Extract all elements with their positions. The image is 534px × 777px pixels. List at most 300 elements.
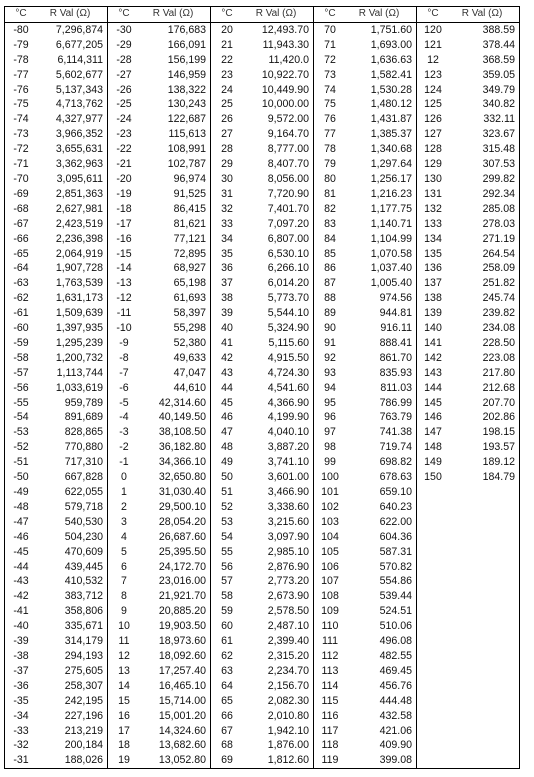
temp-cell: 45: [211, 396, 244, 411]
rval-cell: 717,310: [37, 455, 108, 470]
temp-cell: [417, 664, 450, 679]
rval-cell: 510.06: [346, 619, 417, 634]
rval-cell: 2,487.10: [243, 619, 314, 634]
rval-cell: 9,572.00: [243, 112, 314, 127]
rval-cell: [449, 619, 520, 634]
rval-cell: 1,876.00: [243, 738, 314, 753]
rval-cell: 5,544.10: [243, 306, 314, 321]
rval-cell: 1,113,744: [37, 366, 108, 381]
temp-cell: 25: [211, 97, 244, 112]
rval-cell: 1,295,239: [37, 336, 108, 351]
temp-cell: -23: [108, 127, 141, 142]
temp-cell: -20: [108, 172, 141, 187]
rval-cell: 1,530.28: [346, 83, 417, 98]
rval-cell: 378.44: [449, 38, 520, 53]
rval-cell: 19,903.50: [140, 619, 211, 634]
temp-cell: 129: [417, 157, 450, 172]
temp-cell: [417, 649, 450, 664]
temp-cell: -46: [5, 530, 38, 545]
rval-cell: 81,621: [140, 217, 211, 232]
temp-cell: -67: [5, 217, 38, 232]
temp-cell: -65: [5, 247, 38, 262]
temp-cell: 41: [211, 336, 244, 351]
table-row: [5, 455, 520, 470]
rval-cell: 96,974: [140, 172, 211, 187]
rval-cell: 12,493.70: [243, 22, 314, 37]
rval-cell: [449, 664, 520, 679]
temp-cell: -66: [5, 232, 38, 247]
rval-cell: 58,397: [140, 306, 211, 321]
rval-cell: 332.11: [449, 112, 520, 127]
temp-cell: 98: [314, 440, 347, 455]
table-row: [5, 261, 520, 276]
rval-cell: 207.70: [449, 396, 520, 411]
table-row: [5, 470, 520, 485]
rval-cell: 6,530.10: [243, 247, 314, 262]
temp-cell: 79: [314, 157, 347, 172]
temp-cell: -59: [5, 336, 38, 351]
rval-cell: 1,636.63: [346, 53, 417, 68]
rval-cell: 156,199: [140, 53, 211, 68]
temp-cell: -51: [5, 455, 38, 470]
temp-cell: -78: [5, 53, 38, 68]
temp-cell: 128: [417, 142, 450, 157]
table-row: [5, 560, 520, 575]
temp-cell: [417, 500, 450, 515]
rval-cell: 275,605: [37, 664, 108, 679]
temp-cell: 59: [211, 604, 244, 619]
temp-cell: 106: [314, 560, 347, 575]
temp-cell: 57: [211, 574, 244, 589]
temp-cell: -42: [5, 589, 38, 604]
rval-cell: 108,991: [140, 142, 211, 157]
rval-cell: 1,033,619: [37, 381, 108, 396]
table-row: [5, 381, 520, 396]
temp-cell: 125: [417, 97, 450, 112]
rval-cell: 242,195: [37, 694, 108, 709]
temp-cell: 4: [108, 530, 141, 545]
rval-cell: 2,064,919: [37, 247, 108, 262]
temp-cell: -24: [108, 112, 141, 127]
temp-cell: [417, 560, 450, 575]
temp-cell: 118: [314, 738, 347, 753]
temp-cell: 80: [314, 172, 347, 187]
temp-cell: 62: [211, 649, 244, 664]
rval-cell: 3,215.60: [243, 515, 314, 530]
rval-cell: 188,026: [37, 753, 108, 768]
table-row: [5, 679, 520, 694]
rval-cell: 2,236,398: [37, 232, 108, 247]
temp-cell: -7: [108, 366, 141, 381]
rval-cell: 8,777.00: [243, 142, 314, 157]
rval-cell: 138,322: [140, 83, 211, 98]
temp-cell: 107: [314, 574, 347, 589]
table-row: [5, 753, 520, 768]
rval-cell: 659.10: [346, 485, 417, 500]
temp-cell: 58: [211, 589, 244, 604]
temp-cell: -71: [5, 157, 38, 172]
header-row: [5, 7, 520, 23]
temp-cell: -11: [108, 306, 141, 321]
rval-cell: 587.31: [346, 545, 417, 560]
temp-cell: -28: [108, 53, 141, 68]
rval-cell: 470,609: [37, 545, 108, 560]
temp-cell: -37: [5, 664, 38, 679]
temp-cell: 19: [108, 753, 141, 768]
temp-cell: -26: [108, 83, 141, 98]
temp-cell: 88: [314, 291, 347, 306]
temp-cell: 150: [417, 470, 450, 485]
temp-cell: -57: [5, 366, 38, 381]
rval-cell: [449, 604, 520, 619]
temp-cell: 40: [211, 321, 244, 336]
temp-header: °C: [108, 7, 141, 23]
rval-cell: 456.76: [346, 679, 417, 694]
rval-cell: 421.06: [346, 724, 417, 739]
rval-cell: 3,338.60: [243, 500, 314, 515]
table-row: [5, 604, 520, 619]
temp-cell: 111: [314, 634, 347, 649]
table-row: [5, 410, 520, 425]
temp-cell: 133: [417, 217, 450, 232]
rval-cell: 11,943.30: [243, 38, 314, 53]
temp-header: °C: [417, 7, 450, 23]
temp-cell: 67: [211, 724, 244, 739]
temp-cell: -32: [5, 738, 38, 753]
rval-cell: [449, 515, 520, 530]
temp-cell: 43: [211, 366, 244, 381]
temp-cell: 65: [211, 694, 244, 709]
rval-header: R Val (Ω): [346, 7, 417, 23]
temp-cell: 12: [417, 53, 450, 68]
rval-cell: 496.08: [346, 634, 417, 649]
temp-cell: 74: [314, 83, 347, 98]
resistance-table-container: [4, 6, 520, 769]
temp-cell: 92: [314, 351, 347, 366]
temp-cell: 83: [314, 217, 347, 232]
rval-cell: [449, 738, 520, 753]
table-row: [5, 112, 520, 127]
temp-cell: [417, 589, 450, 604]
rval-cell: 17,257.40: [140, 664, 211, 679]
temp-cell: -5: [108, 396, 141, 411]
temp-cell: 6: [108, 560, 141, 575]
temp-cell: 42: [211, 351, 244, 366]
rval-cell: 271.19: [449, 232, 520, 247]
rval-cell: 1,104.99: [346, 232, 417, 247]
rval-cell: 258.09: [449, 261, 520, 276]
rval-cell: 24,172.70: [140, 560, 211, 575]
temp-cell: -34: [5, 709, 38, 724]
temp-cell: -1: [108, 455, 141, 470]
rval-cell: 7,401.70: [243, 202, 314, 217]
rval-cell: 974.56: [346, 291, 417, 306]
temp-cell: 104: [314, 530, 347, 545]
rval-cell: 10,000.00: [243, 97, 314, 112]
rval-cell: 811.03: [346, 381, 417, 396]
rval-cell: 29,500.10: [140, 500, 211, 515]
temp-cell: 39: [211, 306, 244, 321]
temp-cell: 76: [314, 112, 347, 127]
rval-cell: 193.57: [449, 440, 520, 455]
temp-cell: -18: [108, 202, 141, 217]
temp-cell: -33: [5, 724, 38, 739]
temp-cell: -79: [5, 38, 38, 53]
temp-cell: 33: [211, 217, 244, 232]
rval-cell: 44,610: [140, 381, 211, 396]
temp-cell: -38: [5, 649, 38, 664]
rval-cell: [449, 709, 520, 724]
table-row: [5, 724, 520, 739]
temp-header: °C: [211, 7, 244, 23]
rval-cell: 5,602,677: [37, 68, 108, 83]
temp-cell: 138: [417, 291, 450, 306]
rval-cell: 410,532: [37, 574, 108, 589]
table-row: [5, 53, 520, 68]
rval-cell: 86,415: [140, 202, 211, 217]
temp-cell: -55: [5, 396, 38, 411]
table-row: [5, 694, 520, 709]
rval-cell: 1,216.23: [346, 187, 417, 202]
temp-cell: 64: [211, 679, 244, 694]
rval-cell: 6,266.10: [243, 261, 314, 276]
rval-cell: 4,724.30: [243, 366, 314, 381]
temp-cell: 37: [211, 276, 244, 291]
temp-cell: [417, 515, 450, 530]
rval-cell: 239.82: [449, 306, 520, 321]
rval-cell: 13,682.60: [140, 738, 211, 753]
rval-cell: 482.55: [346, 649, 417, 664]
temp-cell: -75: [5, 97, 38, 112]
rval-cell: [449, 753, 520, 768]
temp-cell: 7: [108, 574, 141, 589]
rval-cell: 307.53: [449, 157, 520, 172]
temp-cell: 34: [211, 232, 244, 247]
temp-cell: 141: [417, 336, 450, 351]
rval-cell: 11,420.0: [243, 53, 314, 68]
table-row: [5, 485, 520, 500]
rval-cell: 2,773.20: [243, 574, 314, 589]
temp-cell: -62: [5, 291, 38, 306]
temp-cell: -6: [108, 381, 141, 396]
rval-cell: 388.59: [449, 22, 520, 37]
temp-cell: -21: [108, 157, 141, 172]
temp-cell: 100: [314, 470, 347, 485]
rval-cell: 23,016.00: [140, 574, 211, 589]
rval-cell: 198.15: [449, 425, 520, 440]
table-row: [5, 709, 520, 724]
temp-cell: 77: [314, 127, 347, 142]
rval-cell: 38,108.50: [140, 425, 211, 440]
temp-cell: -8: [108, 351, 141, 366]
temp-cell: -47: [5, 515, 38, 530]
rval-cell: 1,200,732: [37, 351, 108, 366]
table-row: [5, 664, 520, 679]
temp-header: °C: [5, 7, 38, 23]
temp-cell: 82: [314, 202, 347, 217]
rval-cell: 1,480.12: [346, 97, 417, 112]
rval-cell: 1,297.64: [346, 157, 417, 172]
temp-cell: -41: [5, 604, 38, 619]
temp-cell: 127: [417, 127, 450, 142]
rval-cell: 4,915.50: [243, 351, 314, 366]
rval-cell: 2,423,519: [37, 217, 108, 232]
rval-cell: 358,806: [37, 604, 108, 619]
temp-cell: [417, 753, 450, 768]
rval-cell: 1,431.87: [346, 112, 417, 127]
rval-cell: 3,362,963: [37, 157, 108, 172]
rval-cell: 2,010.80: [243, 709, 314, 724]
rval-cell: 1,397,935: [37, 321, 108, 336]
rval-cell: 2,156.70: [243, 679, 314, 694]
rval-cell: 68,927: [140, 261, 211, 276]
temp-cell: -3: [108, 425, 141, 440]
temp-cell: 73: [314, 68, 347, 83]
temp-cell: 116: [314, 709, 347, 724]
rval-cell: [449, 530, 520, 545]
rval-cell: 15,714.00: [140, 694, 211, 709]
rval-cell: 349.79: [449, 83, 520, 98]
rval-cell: 258,307: [37, 679, 108, 694]
temp-cell: 109: [314, 604, 347, 619]
rval-cell: 10,922.70: [243, 68, 314, 83]
temp-cell: 11: [108, 634, 141, 649]
temp-cell: 27: [211, 127, 244, 142]
temp-cell: 94: [314, 381, 347, 396]
temp-cell: -76: [5, 83, 38, 98]
table-row: [5, 38, 520, 53]
temp-cell: -2: [108, 440, 141, 455]
temp-cell: -64: [5, 261, 38, 276]
temp-cell: 137: [417, 276, 450, 291]
temp-cell: -10: [108, 321, 141, 336]
temp-cell: -44: [5, 560, 38, 575]
temp-cell: 113: [314, 664, 347, 679]
rval-cell: [449, 724, 520, 739]
rval-cell: 65,198: [140, 276, 211, 291]
rval-cell: 2,876.90: [243, 560, 314, 575]
rval-cell: 4,040.10: [243, 425, 314, 440]
table-row: [5, 500, 520, 515]
rval-cell: 1,751.60: [346, 22, 417, 37]
temp-cell: -61: [5, 306, 38, 321]
rval-cell: 3,466.90: [243, 485, 314, 500]
rval-header: R Val (Ω): [449, 7, 520, 23]
rval-cell: 3,887.20: [243, 440, 314, 455]
rval-cell: 32,650.80: [140, 470, 211, 485]
temp-cell: 28: [211, 142, 244, 157]
table-row: [5, 738, 520, 753]
temp-cell: 51: [211, 485, 244, 500]
rval-cell: 4,541.60: [243, 381, 314, 396]
temp-cell: 140: [417, 321, 450, 336]
temp-cell: 93: [314, 366, 347, 381]
rval-cell: 55,298: [140, 321, 211, 336]
temp-cell: 148: [417, 440, 450, 455]
rval-cell: 217.80: [449, 366, 520, 381]
rval-cell: 285.08: [449, 202, 520, 217]
rval-cell: [449, 545, 520, 560]
temp-cell: 114: [314, 679, 347, 694]
rval-cell: 1,385.37: [346, 127, 417, 142]
temp-cell: 71: [314, 38, 347, 53]
rval-cell: 1,942.10: [243, 724, 314, 739]
rval-cell: 292.34: [449, 187, 520, 202]
rval-cell: 6,677,205: [37, 38, 108, 53]
temp-cell: 130: [417, 172, 450, 187]
temp-cell: 149: [417, 455, 450, 470]
temp-cell: 29: [211, 157, 244, 172]
rval-cell: 31,030.40: [140, 485, 211, 500]
resistance-table: [4, 6, 520, 769]
rval-cell: 1,177.75: [346, 202, 417, 217]
table-row: [5, 68, 520, 83]
rval-cell: 184.79: [449, 470, 520, 485]
rval-cell: 61,693: [140, 291, 211, 306]
temp-cell: 101: [314, 485, 347, 500]
rval-cell: 14,324.60: [140, 724, 211, 739]
temp-cell: -13: [108, 276, 141, 291]
rval-cell: 3,095,611: [37, 172, 108, 187]
rval-cell: 1,907,728: [37, 261, 108, 276]
rval-cell: 227,196: [37, 709, 108, 724]
rval-cell: 2,399.40: [243, 634, 314, 649]
temp-cell: 53: [211, 515, 244, 530]
temp-cell: 108: [314, 589, 347, 604]
temp-cell: 69: [211, 753, 244, 768]
rval-cell: 91,525: [140, 187, 211, 202]
temp-cell: 32: [211, 202, 244, 217]
rval-cell: 1,693.00: [346, 38, 417, 53]
rval-cell: 7,720.90: [243, 187, 314, 202]
rval-cell: 189.12: [449, 455, 520, 470]
temp-cell: 119: [314, 753, 347, 768]
rval-cell: 622,055: [37, 485, 108, 500]
rval-cell: 34,366.10: [140, 455, 211, 470]
table-row: [5, 336, 520, 351]
temp-cell: 105: [314, 545, 347, 560]
temp-cell: [417, 619, 450, 634]
table-row: [5, 306, 520, 321]
temp-cell: 124: [417, 83, 450, 98]
temp-cell: 55: [211, 545, 244, 560]
temp-cell: 115: [314, 694, 347, 709]
temp-cell: 52: [211, 500, 244, 515]
temp-cell: 3: [108, 515, 141, 530]
temp-cell: 96: [314, 410, 347, 425]
temp-cell: -63: [5, 276, 38, 291]
temp-cell: -31: [5, 753, 38, 768]
temp-cell: -58: [5, 351, 38, 366]
rval-cell: 8,407.70: [243, 157, 314, 172]
temp-cell: 10: [108, 619, 141, 634]
rval-cell: 6,014.20: [243, 276, 314, 291]
temp-cell: 49: [211, 455, 244, 470]
rval-cell: 1,037.40: [346, 261, 417, 276]
rval-cell: 5,137,343: [37, 83, 108, 98]
temp-cell: -4: [108, 410, 141, 425]
temp-cell: 87: [314, 276, 347, 291]
rval-cell: 5,773.70: [243, 291, 314, 306]
temp-cell: -15: [108, 247, 141, 262]
temp-cell: 145: [417, 396, 450, 411]
temp-cell: [417, 604, 450, 619]
rval-cell: 368.59: [449, 53, 520, 68]
temp-header: °C: [314, 7, 347, 23]
temp-cell: 8: [108, 589, 141, 604]
rval-cell: 1,140.71: [346, 217, 417, 232]
table-row: [5, 157, 520, 172]
